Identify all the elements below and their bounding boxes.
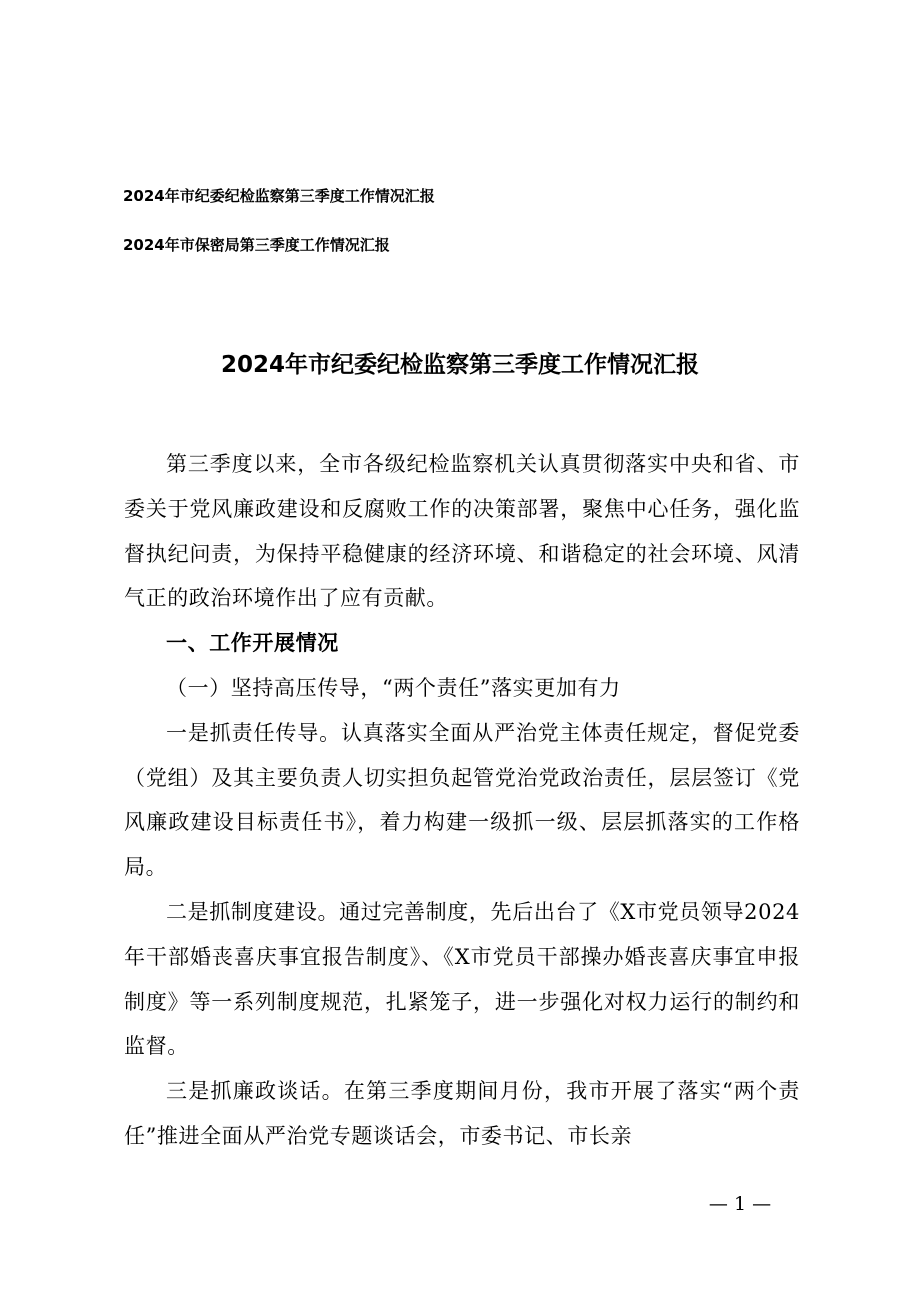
document-title: 2024年市纪委纪检监察第三季度工作情况汇报 (220, 352, 699, 378)
toc-item-1: 2024年市纪委纪检监察第三季度工作情况汇报 (123, 187, 435, 205)
toc-item-2: 2024年市保密局第三季度工作情况汇报 (123, 236, 390, 254)
body-paragraph-3: 三是抓廉政谈话。在第三季度期间月份，我市开展了落实“两个责任”推进全面从严治党专题谈话会，市委书记、市长亲 (124, 1079, 800, 1148)
body-paragraph-1: 一是抓责任传导。认真落实全面从严治党主体责任规定，督促党委（党组）及其主要负责人切实担负起管党治党政治责任，层层签订《党风廉政建设目标责任书》，着力构建一级抓一级、层层抓落实的工作格局。 (124, 720, 800, 880)
body-paragraph-2: 二是抓制度建设。通过完善制度，先后出台了《X市党员领导2024年干部婚丧喜庆事宜报告制度》、《X市党员干部操办婚丧喜庆事宜申报制度》等一系列制度规范，扎紧笼子，进一步强化对权力运行的制约和监督。 (124, 899, 800, 1059)
subsection-heading-1: （一）坚持高压传导，“两个责任”落实更加有力 (166, 675, 621, 700)
page-number: — 1 — (708, 1193, 772, 1215)
document-body (124, 442, 800, 1159)
section-heading-1: 一、工作开展情况 (166, 631, 339, 656)
intro-paragraph: 第三季度以来，全市各级纪检监察机关认真贯彻落实中央和省、市委关于党风廉政建设和反腐败工作的决策部署，聚焦中心任务，强化监督执纪问责，为保持平稳健康的经济环境、和谐稳定的社会环境、风清气正的政治环境作出了应有贡献。 (124, 452, 800, 611)
